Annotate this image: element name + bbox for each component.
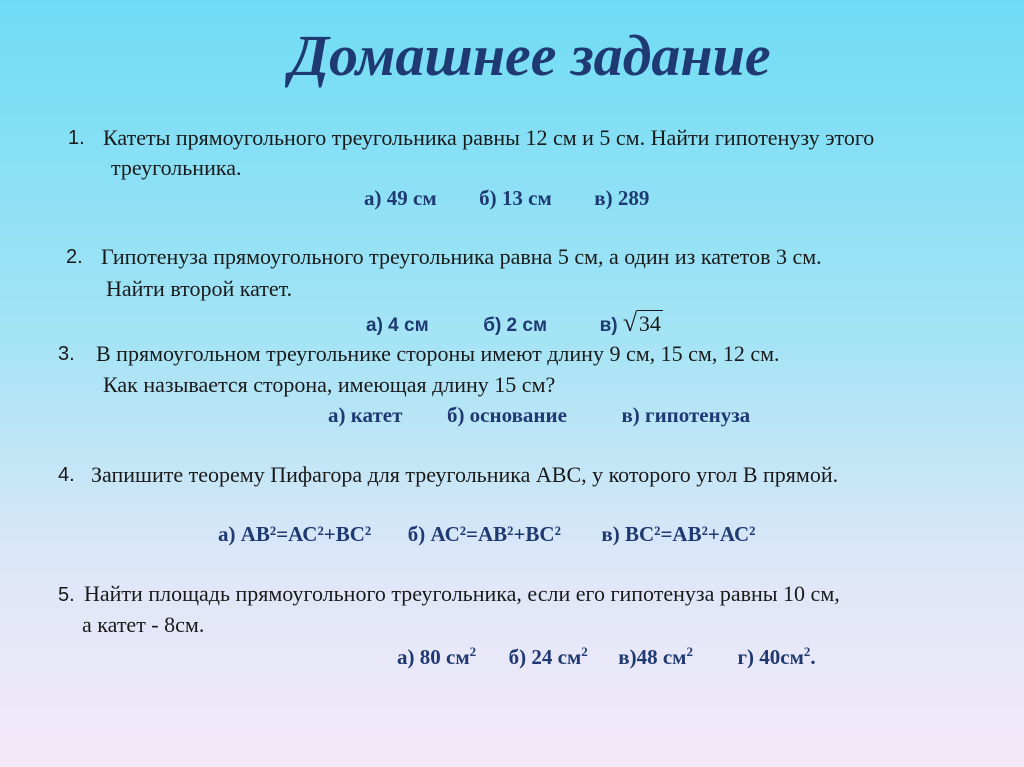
question-4-answers [218,522,755,547]
question-2-answers [366,310,663,337]
question-1-answers [364,186,649,211]
answer-option-b: б) 13 см [479,186,552,210]
answer-option-a: а) АВ²=АС²+ВС² [218,522,372,546]
question-4-text-line1: Запишите теорему Пифагора для треугольника АВС, у которого угол В прямой. [91,462,839,487]
answer-option-c: в)48 $см^2$ [618,644,693,669]
answer-option-a: а) 80 $см^2$ [397,644,477,669]
question-5-text-line1: Найти площадь прямоугольного треугольника, если его гипотенуза равны 10 см, [84,581,840,606]
answer-option-b: б) 24 $см^2$ [508,644,588,669]
square-root-radicand: 34 [638,311,661,336]
question-5-answers [397,644,816,670]
question-5-number: 5. [58,584,75,606]
answer-option-c: в) гипотенуза [621,403,751,427]
answer-option-d: г) $40см^2$. [737,644,816,669]
question-3-answers [328,403,750,428]
square-root-expression: √ 34 [622,308,661,337]
question-2-number: 2. [66,246,83,268]
question-2-text-line1: Гипотенуза прямоугольного треугольника равна 5 см, а один из катетов 3 см. [101,244,822,269]
answer-option-b: б) основание [446,403,567,427]
question-3-text-line2: Как называется сторона, имеющая длину 15 см? [103,372,556,397]
answer-option-c: в) 289 [594,186,650,210]
answer-option-a: а) 49 см [364,186,437,210]
question-1-number: 1. [68,127,85,149]
answer-option-c: в) ВС²=АВ²+АС² [601,522,756,546]
answer-option-a: а) катет [328,403,403,427]
answer-option-b: б) АС²=АВ²+ВС² [407,522,561,546]
answer-option-b: б) 2 см [483,315,548,336]
answer-option-a: а) 4 см [366,315,429,336]
question-1-text-line2: треугольника. [111,155,242,180]
question-2-text-line2: Найти второй катет. [106,276,293,301]
question-1-text-line1: Катеты прямоугольного треугольника равны 12 см и 5 см. Найти гипотенузу этого [103,125,875,150]
question-3-text-line1: В прямоугольном треугольнике стороны имеют длину 9 см, 15 см, 12 см. [96,341,780,366]
question-5-text-line2: а катет - 8см. [82,612,205,637]
question-3-number: 3. [58,343,75,365]
answer-option-c: в) [599,315,618,336]
question-4-number: 4. [58,464,75,486]
page-title: Домашнее задание [289,23,771,88]
